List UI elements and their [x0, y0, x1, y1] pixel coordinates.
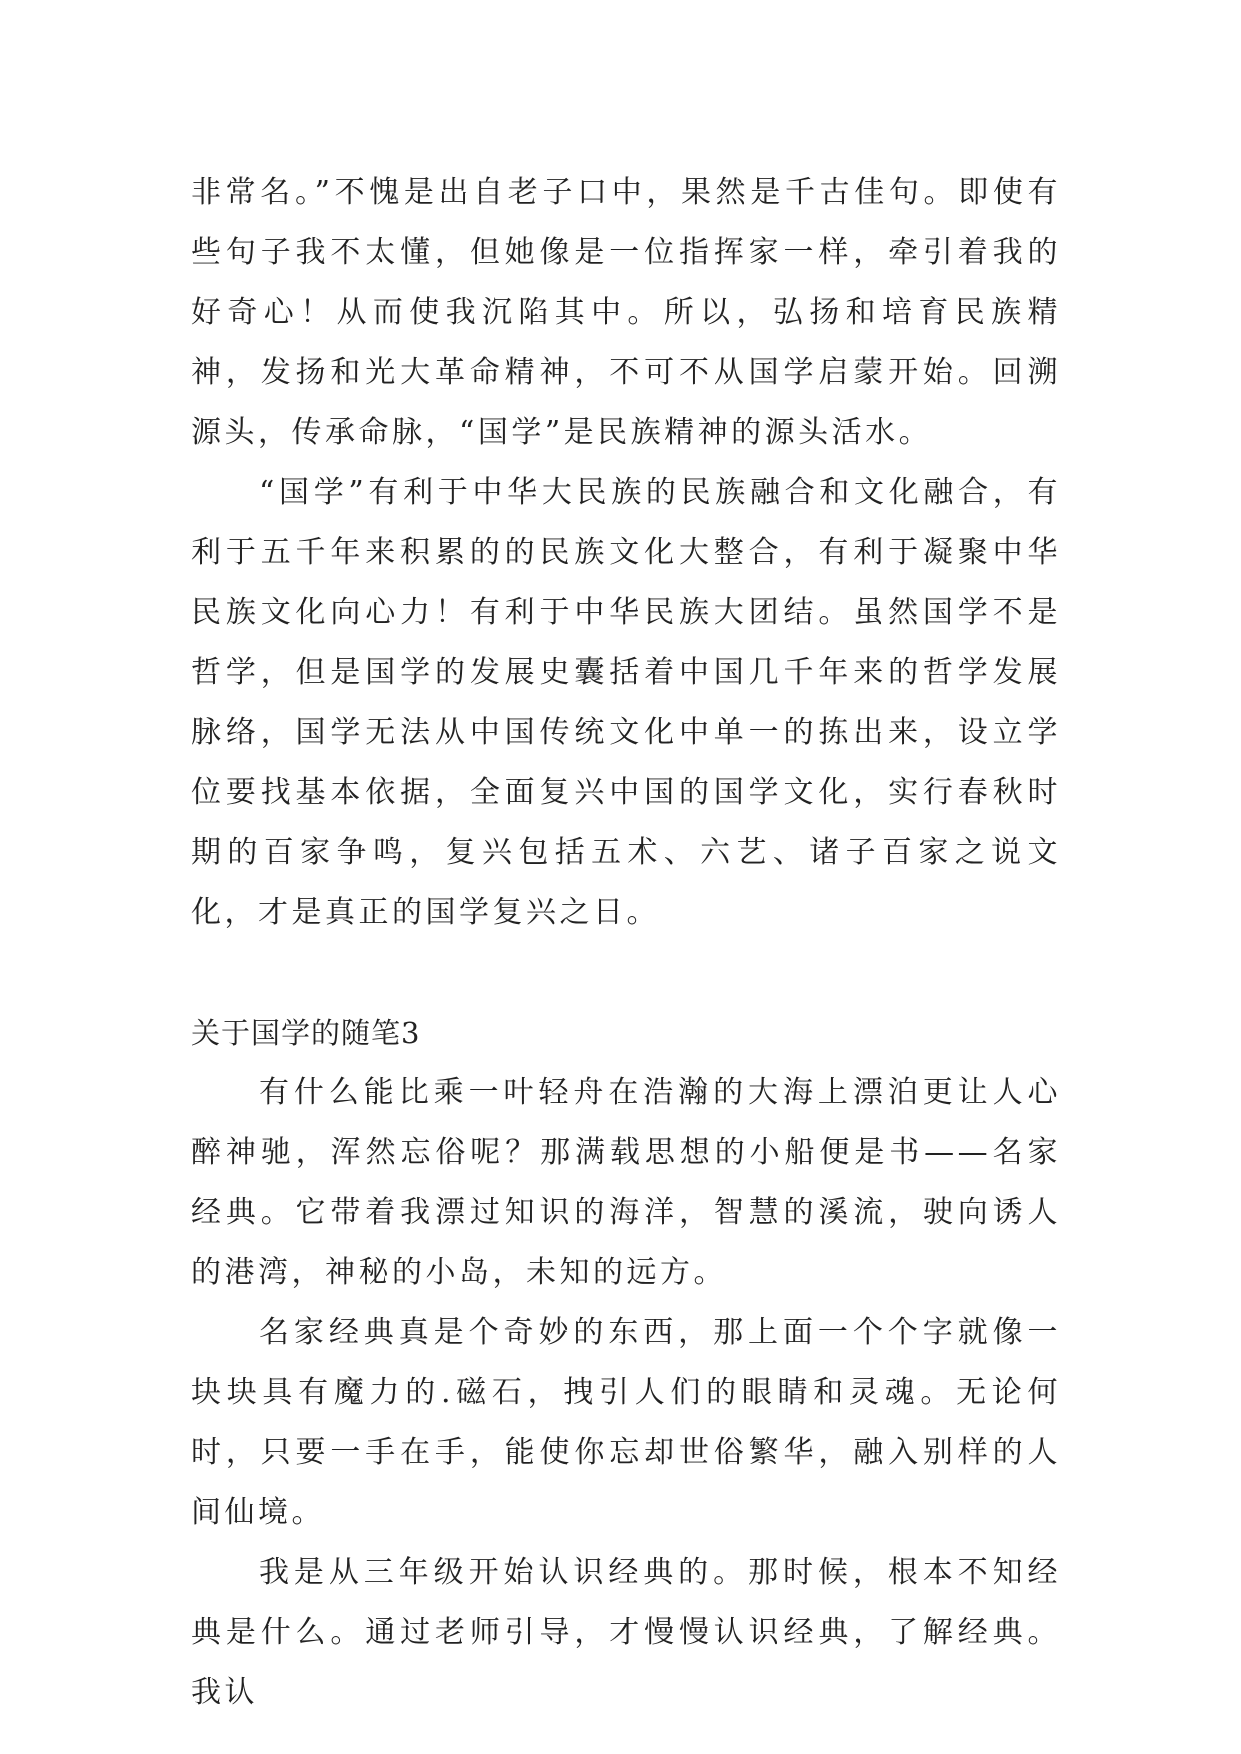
paragraph-3: 有什么能比乘一叶轻舟在浩瀚的大海上漂泊更让人心醉神驰，浑然忘俗呢？那满载思想的小船便是书——名家经典。它带着我漂过知识的海洋，智慧的溪流，驶向诱人的港湾，神秘的小岛，未知的远方。	[191, 1075, 1061, 1290]
paragraph-4: 名家经典真是个奇妙的东西，那上面一个个字就像一块块具有魔力的.磁石，拽引人们的眼睛和灵魂。无论何时，只要一手在手，能使你忘却世俗繁华，融入别样的人间仙境。	[191, 1315, 1061, 1530]
section-heading: 关于国学的随笔3	[191, 1016, 421, 1050]
paragraph-1: 非常名。”不愧是出自老子口中，果然是千古佳句。即使有些句子我不太懂，但她像是一位指挥家一样，牵引着我的好奇心！从而使我沉陷其中。所以，弘扬和培育民族精神，发扬和光大革命精神，不可不从国学启蒙开始。回溯源头，传承命脉，“国学”是民族精神的源头活水。	[191, 175, 1061, 450]
paragraph-5: 我是从三年级开始认识经典的。那时候，根本不知经典是什么。通过老师引导，才慢慢认识经典，了解经典。我认	[191, 1555, 1061, 1710]
document-body	[191, 163, 1061, 1723]
paragraph-2: “国学”有利于中华大民族的民族融合和文化融合，有利于五千年来积累的的民族文化大整合，有利于凝聚中华民族文化向心力！有利于中华民族大团结。虽然国学不是哲学，但是国学的发展史囊括着中国几千年来的哲学发展脉络，国学无法从中国传统文化中单一的拣出来，设立学位要找基本依据，全面复兴中国的国学文化，实行春秋时期的百家争鸣，复兴包括五术、六艺、诸子百家之说文化，才是真正的国学复兴之日。	[191, 475, 1061, 930]
section-spacer	[191, 943, 1061, 1003]
